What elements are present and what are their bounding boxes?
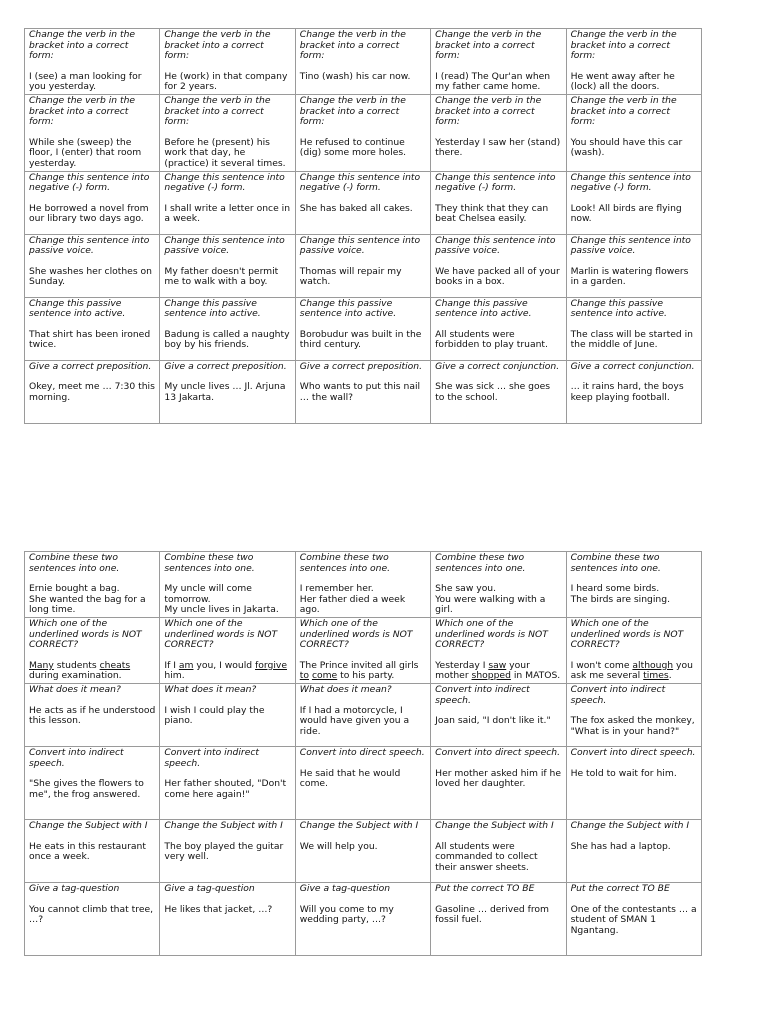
card-instruction: Convert into direct speech. [570, 746, 696, 758]
card-instruction: Change the verb in the bracket into a correct form: [29, 94, 136, 128]
question-card [25, 552, 160, 618]
question-card [566, 234, 701, 297]
card-instruction: Change the verb in the bracket into a correct form: [29, 29, 136, 62]
question-card [431, 297, 566, 360]
underlined-word: come [311, 670, 338, 682]
question-card [295, 617, 430, 683]
question-card [566, 297, 701, 360]
card-instruction: Put the correct TO BE [435, 882, 535, 894]
question-card [295, 683, 430, 746]
question-card [160, 882, 295, 955]
card-question: I shall write a letter once in a week. [164, 202, 291, 225]
question-card [160, 819, 295, 882]
card-question: She has baked all cakes. [299, 202, 413, 214]
underlined-word: to [299, 670, 310, 682]
card-instruction: Give a correct preposition. [299, 360, 423, 372]
card-instruction: Give a correct conjunction. [570, 360, 695, 372]
card-instruction: Combine these two sentences into one. [435, 552, 526, 574]
card-question: He refused to continue (dig) some more holes. [299, 136, 407, 159]
card-question: Yesterday I saw her (stand) there. [435, 136, 561, 159]
question-card [25, 617, 160, 683]
card-row [25, 819, 702, 882]
question-card [295, 94, 430, 171]
question-card [25, 171, 160, 234]
card-question: If I am you, I would forgive him. [164, 659, 287, 682]
card-instruction: What does it mean? [29, 683, 121, 695]
card-question: Gasoline … derived from fossil fuel. [435, 903, 549, 926]
question-card [295, 360, 430, 423]
underlined-word: shopped [471, 670, 511, 682]
card-instruction: What does it mean? [299, 683, 392, 695]
card-instruction: Change the Subject with I [299, 819, 419, 831]
question-card [295, 297, 430, 360]
card-row [25, 171, 702, 234]
question-card [160, 94, 295, 171]
card-instruction: Convert into indirect speech. [164, 746, 260, 769]
question-card-grid-1 [24, 28, 702, 424]
card-instruction: Which one of the underlined words is NOT CORRECT? [435, 617, 548, 651]
question-card [295, 552, 430, 618]
card-instruction: Convert into indirect speech. [435, 683, 530, 706]
question-card [566, 746, 701, 819]
question-card [431, 234, 566, 297]
card-question: We have packed all of your books in a box. [435, 265, 560, 288]
question-card [160, 171, 295, 234]
card-question: Thomas will repair my watch. [299, 265, 402, 288]
card-instruction: Change this sentence into passive voice. [435, 234, 556, 257]
card-instruction: Combine these two sentences into one. [570, 552, 661, 574]
question-card [566, 94, 701, 171]
card-instruction: Put the correct TO BE [570, 882, 670, 894]
question-card [566, 552, 701, 618]
card-row [25, 683, 702, 746]
card-row [25, 297, 702, 360]
question-card [160, 297, 295, 360]
card-instruction: Change this passive sentence into active. [29, 297, 126, 320]
card-instruction: Combine these two sentences into one. [29, 552, 120, 574]
card-instruction: Give a correct conjunction. [435, 360, 560, 372]
question-card [25, 94, 160, 171]
card-instruction: Change the verb in the bracket into a correct form: [299, 29, 406, 62]
card-question: That shirt has been ironed twice. [29, 328, 151, 351]
card-question: Her father shouted, "Don't come here again!" [164, 778, 287, 800]
card-instruction: Convert into indirect speech. [570, 683, 666, 706]
card-question: I remember her. Her father died a week ago. [299, 583, 406, 616]
card-question: Ernie bought a bag. She wanted the bag for a long time. [29, 583, 146, 616]
question-card [295, 882, 430, 955]
question-card [431, 360, 566, 423]
card-question: "She gives the flowers to me", the frog answered. [29, 778, 144, 800]
card-question: Will you come to my wedding party, …? [299, 903, 394, 926]
question-card [160, 617, 295, 683]
card-question: Tino (wash) his car now. [299, 70, 411, 82]
card-instruction: Change the Subject with I [435, 819, 554, 831]
card-question: He told to wait for him. [570, 767, 677, 779]
question-card [160, 683, 295, 746]
card-instruction: Change this sentence into passive voice. [29, 234, 150, 257]
question-card [431, 882, 566, 955]
card-instruction: Change the Subject with I [29, 819, 148, 831]
card-question: My uncle lives … Jl. Arjuna 13 Jakarta. [164, 381, 286, 403]
card-question: The fox asked the monkey, "What is in your hand?" [570, 715, 695, 737]
card-question: We will help you. [299, 840, 378, 852]
card-instruction: Combine these two sentences into one. [299, 552, 391, 574]
card-instruction: Convert into direct speech. [299, 746, 425, 758]
card-instruction: Change the verb in the bracket into a correct form: [570, 94, 677, 128]
question-card [160, 746, 295, 819]
question-card [431, 617, 566, 683]
card-question: Look! All birds are flying now. [570, 202, 682, 225]
card-question: He went away after he (lock) all the doors. [570, 70, 675, 93]
card-instruction: Change the verb in the bracket into a correct form: [570, 29, 677, 62]
card-question: My uncle will come tomorrow. My uncle lives in Jakarta. [164, 583, 279, 616]
card-question: While she (sweep) the floor, I (enter) that room yesterday. [29, 136, 142, 169]
card-instruction: Change this sentence into passive voice. [299, 234, 421, 257]
card-instruction: Change this passive sentence into active. [299, 297, 397, 320]
card-instruction: What does it mean? [164, 683, 257, 695]
question-card [566, 617, 701, 683]
question-card [295, 234, 430, 297]
card-instruction: Which one of the underlined words is NOT CORRECT? [164, 617, 278, 651]
card-instruction: Which one of the underlined words is NOT CORRECT? [29, 617, 142, 651]
question-card [25, 819, 160, 882]
card-question: Many students cheats during examination. [29, 659, 131, 682]
card-row [25, 552, 702, 618]
card-question: I won't come although you ask me several times. [570, 659, 693, 682]
card-instruction: Change the verb in the bracket into a correct form: [435, 94, 542, 128]
card-row [25, 360, 702, 423]
question-card [25, 297, 160, 360]
card-row [25, 94, 702, 171]
underlined-word: Many [29, 659, 54, 671]
question-card [431, 94, 566, 171]
question-card [25, 746, 160, 819]
card-instruction: Give a tag-question [29, 882, 120, 894]
card-instruction: Change this sentence into negative (-) form. [29, 171, 150, 194]
card-row [25, 29, 702, 95]
card-question: He said that he would come. [299, 767, 401, 790]
card-instruction: Change this passive sentence into active. [570, 297, 667, 320]
card-row [25, 882, 702, 955]
card-question: She saw you. You were walking with a girl. [435, 583, 546, 616]
question-card [566, 819, 701, 882]
underlined-word: although [632, 659, 674, 671]
question-card [160, 29, 295, 95]
card-instruction: Give a correct preposition. [29, 360, 152, 372]
question-card [160, 360, 295, 423]
card-question: He borrowed a novel from our library two days ago. [29, 202, 149, 225]
card-question: I heard some birds. The birds are singing. [570, 583, 671, 605]
card-instruction: Change this sentence into negative (-) form. [570, 171, 691, 194]
card-row [25, 234, 702, 297]
question-card [566, 29, 701, 95]
card-instruction: Change this sentence into passive voice. [570, 234, 691, 257]
question-card [566, 882, 701, 955]
card-question: She has had a laptop. [570, 840, 671, 852]
card-question: Marlin is watering flowers in a garden. [570, 265, 689, 288]
card-question: Her mother asked him if he loved her daughter. [435, 767, 562, 790]
question-card [566, 360, 701, 423]
card-question: … it rains hard, the boys keep playing football. [570, 381, 684, 403]
card-question: They think that they can beat Chelsea easily. [435, 202, 549, 225]
question-card-grid-2 [24, 551, 702, 956]
card-instruction: Change the verb in the bracket into a correct form: [435, 29, 542, 62]
question-card [25, 882, 160, 955]
question-card [295, 819, 430, 882]
card-instruction: Change this sentence into negative (-) form. [164, 171, 285, 194]
card-instruction: Change this sentence into passive voice. [164, 234, 285, 257]
card-question: He acts as if he understood this lesson. [29, 704, 156, 727]
card-question: You should have this car (wash). [570, 136, 683, 159]
card-row [25, 746, 702, 819]
card-question: Okey, meet me … 7:30 this morning. [29, 381, 155, 403]
card-instruction: Change the verb in the bracket into a correct form: [164, 29, 271, 62]
card-question: Badung is called a naughty boy by his friends. [164, 328, 290, 351]
card-question: She was sick … she goes to the school. [435, 381, 551, 403]
card-question: Yesterday I saw your mother shopped in MATOS. [435, 659, 561, 682]
question-card [295, 29, 430, 95]
card-instruction: Give a tag-question [299, 882, 391, 894]
question-card [25, 29, 160, 95]
card-instruction: Combine these two sentences into one. [164, 552, 255, 574]
underlined-word: am [178, 659, 194, 671]
card-instruction: Which one of the underlined words is NOT CORRECT? [570, 617, 684, 651]
card-question: My father doesn't permit me to walk with a boy. [164, 265, 279, 288]
question-card [160, 552, 295, 618]
card-question: He likes that jacket, …? [164, 903, 273, 915]
card-question: Who wants to put this nail … the wall? [299, 381, 421, 403]
question-card [25, 683, 160, 746]
card-instruction: Change this passive sentence into active. [164, 297, 261, 320]
card-question: All students were forbidden to play truant. [435, 328, 548, 351]
card-instruction: Change this passive sentence into active. [435, 297, 532, 320]
underlined-word: cheats [99, 659, 131, 671]
question-card [295, 746, 430, 819]
question-card [25, 234, 160, 297]
card-instruction: Change this sentence into negative (-) form. [435, 171, 556, 194]
card-question: If I had a motorcycle, I would have given you a ride. [299, 704, 410, 737]
card-question: I (read) The Qur'an when my father came home. [435, 70, 551, 93]
question-card [566, 683, 701, 746]
underlined-word: times [643, 670, 669, 682]
card-question: I (see) a man looking for you yesterday. [29, 70, 142, 93]
card-question: The Prince invited all girls to come to his party. [299, 659, 419, 682]
card-question: Borobudur was built in the third century. [299, 328, 422, 351]
card-question: He (work) in that company for 2 years. [164, 70, 288, 93]
card-question: Joan said, "I don't like it." [435, 715, 551, 727]
card-question: One of the contestants … a student of SMAN 1 Ngantang. [570, 903, 697, 936]
question-card [431, 746, 566, 819]
card-instruction: Change this sentence into negative (-) form. [299, 171, 421, 194]
underlined-word: forgive [255, 659, 287, 671]
card-instruction: Which one of the underlined words is NOT CORRECT? [299, 617, 413, 651]
card-instruction: Give a correct preposition. [164, 360, 287, 372]
underlined-word: saw [488, 659, 507, 671]
question-card [160, 234, 295, 297]
card-instruction: Change the verb in the bracket into a correct form: [299, 94, 406, 128]
question-card [431, 683, 566, 746]
card-instruction: Give a tag-question [164, 882, 255, 894]
card-question: The boy played the guitar very well. [164, 840, 284, 863]
card-question: The class will be started in the middle of June. [570, 328, 693, 351]
card-question: He eats in this restaurant once a week. [29, 840, 146, 863]
card-row [25, 617, 702, 683]
card-question: I wish I could play the piano. [164, 704, 265, 727]
question-card [431, 552, 566, 618]
question-card [431, 29, 566, 95]
card-question: You cannot climb that tree, …? [29, 903, 154, 926]
card-instruction: Convert into direct speech. [435, 746, 561, 758]
card-instruction: Change the Subject with I [164, 819, 283, 831]
card-instruction: Change the verb in the bracket into a correct form: [164, 94, 271, 128]
card-question: Before he (present) his work that day, he (practice) it several times. [164, 136, 286, 169]
question-card [25, 360, 160, 423]
question-card [431, 819, 566, 882]
question-card [431, 171, 566, 234]
card-question: All students were commanded to collect their answer sheets. [435, 840, 538, 873]
card-question: She washes her clothes on Sunday. [29, 265, 152, 288]
question-card [295, 171, 430, 234]
question-card [566, 171, 701, 234]
card-instruction: Change the Subject with I [570, 819, 690, 831]
card-instruction: Convert into indirect speech. [29, 746, 124, 769]
